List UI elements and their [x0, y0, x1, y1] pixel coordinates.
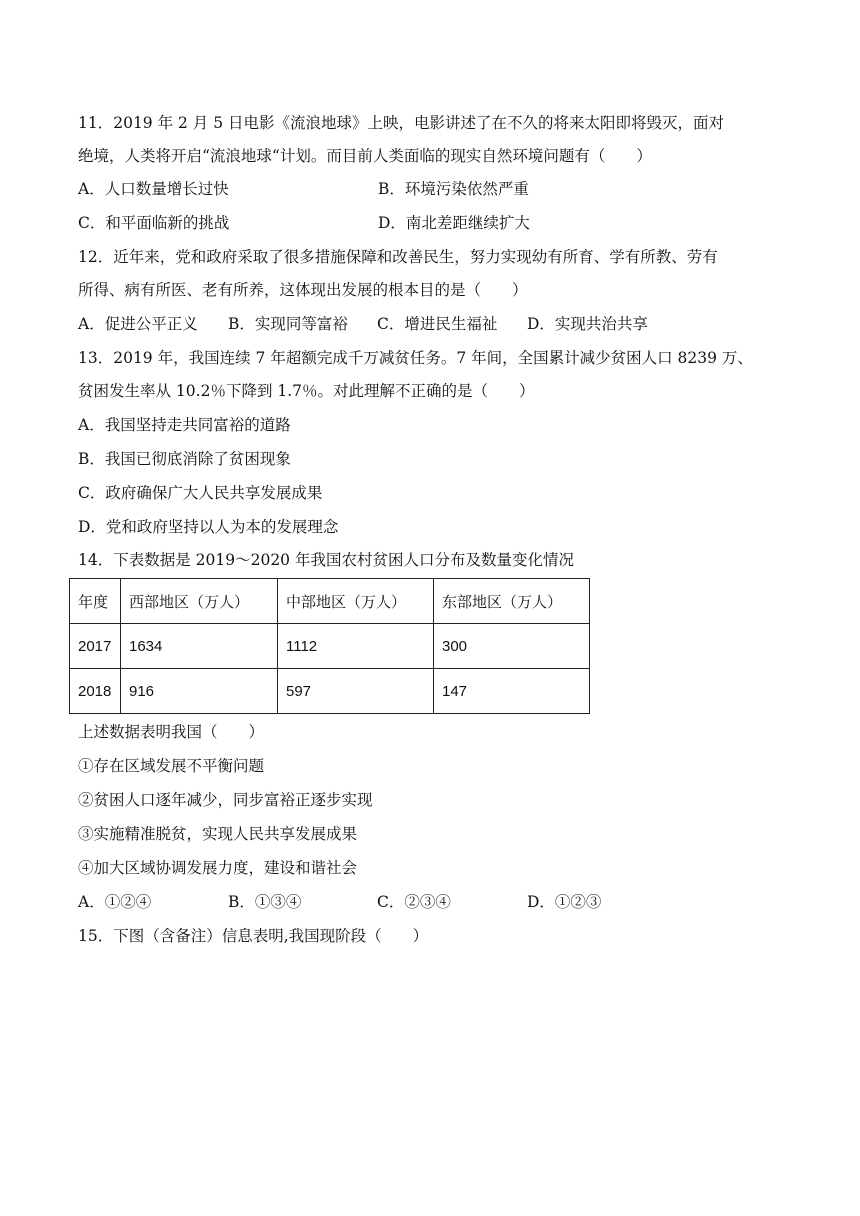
q11-option-a: A．人口数量增长过快 [78, 180, 229, 198]
q14-option-a: A．①②④ [78, 893, 152, 911]
table-cell: 916 [121, 669, 278, 714]
q14-statement-3: ③实施精准脱贫，实现人民共享发展成果 [78, 825, 358, 843]
q14-stem-line1: 14．下表数据是 2019～2020 年我国农村贫困人口分布及数量变化情况 [78, 551, 574, 569]
q12-option-c: C．增进民生福祉 [377, 315, 498, 333]
table-row [70, 669, 590, 714]
table-cell: 2017 [70, 624, 121, 669]
q13-option-c: C．政府确保广大人民共享发展成果 [78, 484, 323, 502]
table-cell: 1634 [121, 624, 278, 669]
q11-option-b: B．环境污染依然严重 [378, 180, 529, 198]
table-cell: 2018 [70, 669, 121, 714]
q13-option-d: D．党和政府坚持以人为本的发展理念 [78, 518, 339, 536]
table-cell: 300 [434, 624, 590, 669]
q12-option-a: A．促进公平正义 [78, 315, 198, 333]
q11-option-d: D．南北差距继续扩大 [378, 214, 530, 232]
q12-stem-line1: 12．近年来，党和政府采取了很多措施保障和改善民生，努力实现幼有所育、学有所教、劳有 [78, 248, 718, 266]
table-cell: 597 [278, 669, 434, 714]
q14-option-b: B．①③④ [228, 893, 302, 911]
q14-statement-1: ①存在区域发展不平衡问题 [78, 757, 265, 775]
table-header-cell: 东部地区（万人） [434, 579, 590, 624]
q11-stem-line1: 11．2019 年 2 月 5 日电影《流浪地球》上映，电影讲述了在不久的将来太阳即将毁灭，面对 [78, 114, 725, 132]
table-header-cell: 西部地区（万人） [121, 579, 278, 624]
q14-option-d: D．①②③ [527, 893, 602, 911]
q12-stem-line2: 所得、病有所医、老有所养，这体现出发展的根本目的是（ ） [78, 281, 528, 299]
q13-option-b: B．我国已彻底消除了贫困现象 [78, 450, 291, 468]
q14-statement-4: ④加大区域协调发展力度，建设和谐社会 [78, 859, 358, 877]
q11-stem-line2: 绝境，人类将开启“流浪地球“计划。而目前人类面临的现实自然环境问题有（ ） [78, 147, 652, 165]
table-header-row [70, 579, 590, 624]
q13-stem-line1: 13．2019 年，我国连续 7 年超额完成千万减贫任务。7 年间，全国累计减少贫困人口 8239 万、 [78, 349, 753, 367]
q14-stem-question: 上述数据表明我国（ ） [78, 723, 265, 741]
q12-option-b: B．实现同等富裕 [228, 315, 348, 333]
q14-option-c: C．②③④ [377, 893, 451, 911]
q14-statement-2: ②贫困人口逐年减少，同步富裕正逐步实现 [78, 791, 373, 809]
table-header-cell: 年度 [70, 579, 121, 624]
table-cell: 147 [434, 669, 590, 714]
table-header-cell: 中部地区（万人） [278, 579, 434, 624]
q11-option-c: C．和平面临新的挑战 [78, 214, 230, 232]
q13-stem-line2: 贫困发生率从 10.2％下降到 1.7％。对此理解不正确的是（ ） [78, 382, 535, 400]
q13-option-a: A．我国坚持走共同富裕的道路 [78, 416, 291, 434]
q12-option-d: D．实现共治共享 [527, 315, 648, 333]
table-cell: 1112 [278, 624, 434, 669]
poverty-data-table [69, 578, 590, 714]
q15-stem-line1: 15．下图（含备注）信息表明,我国现阶段（ ） [78, 927, 429, 945]
table-row [70, 624, 590, 669]
